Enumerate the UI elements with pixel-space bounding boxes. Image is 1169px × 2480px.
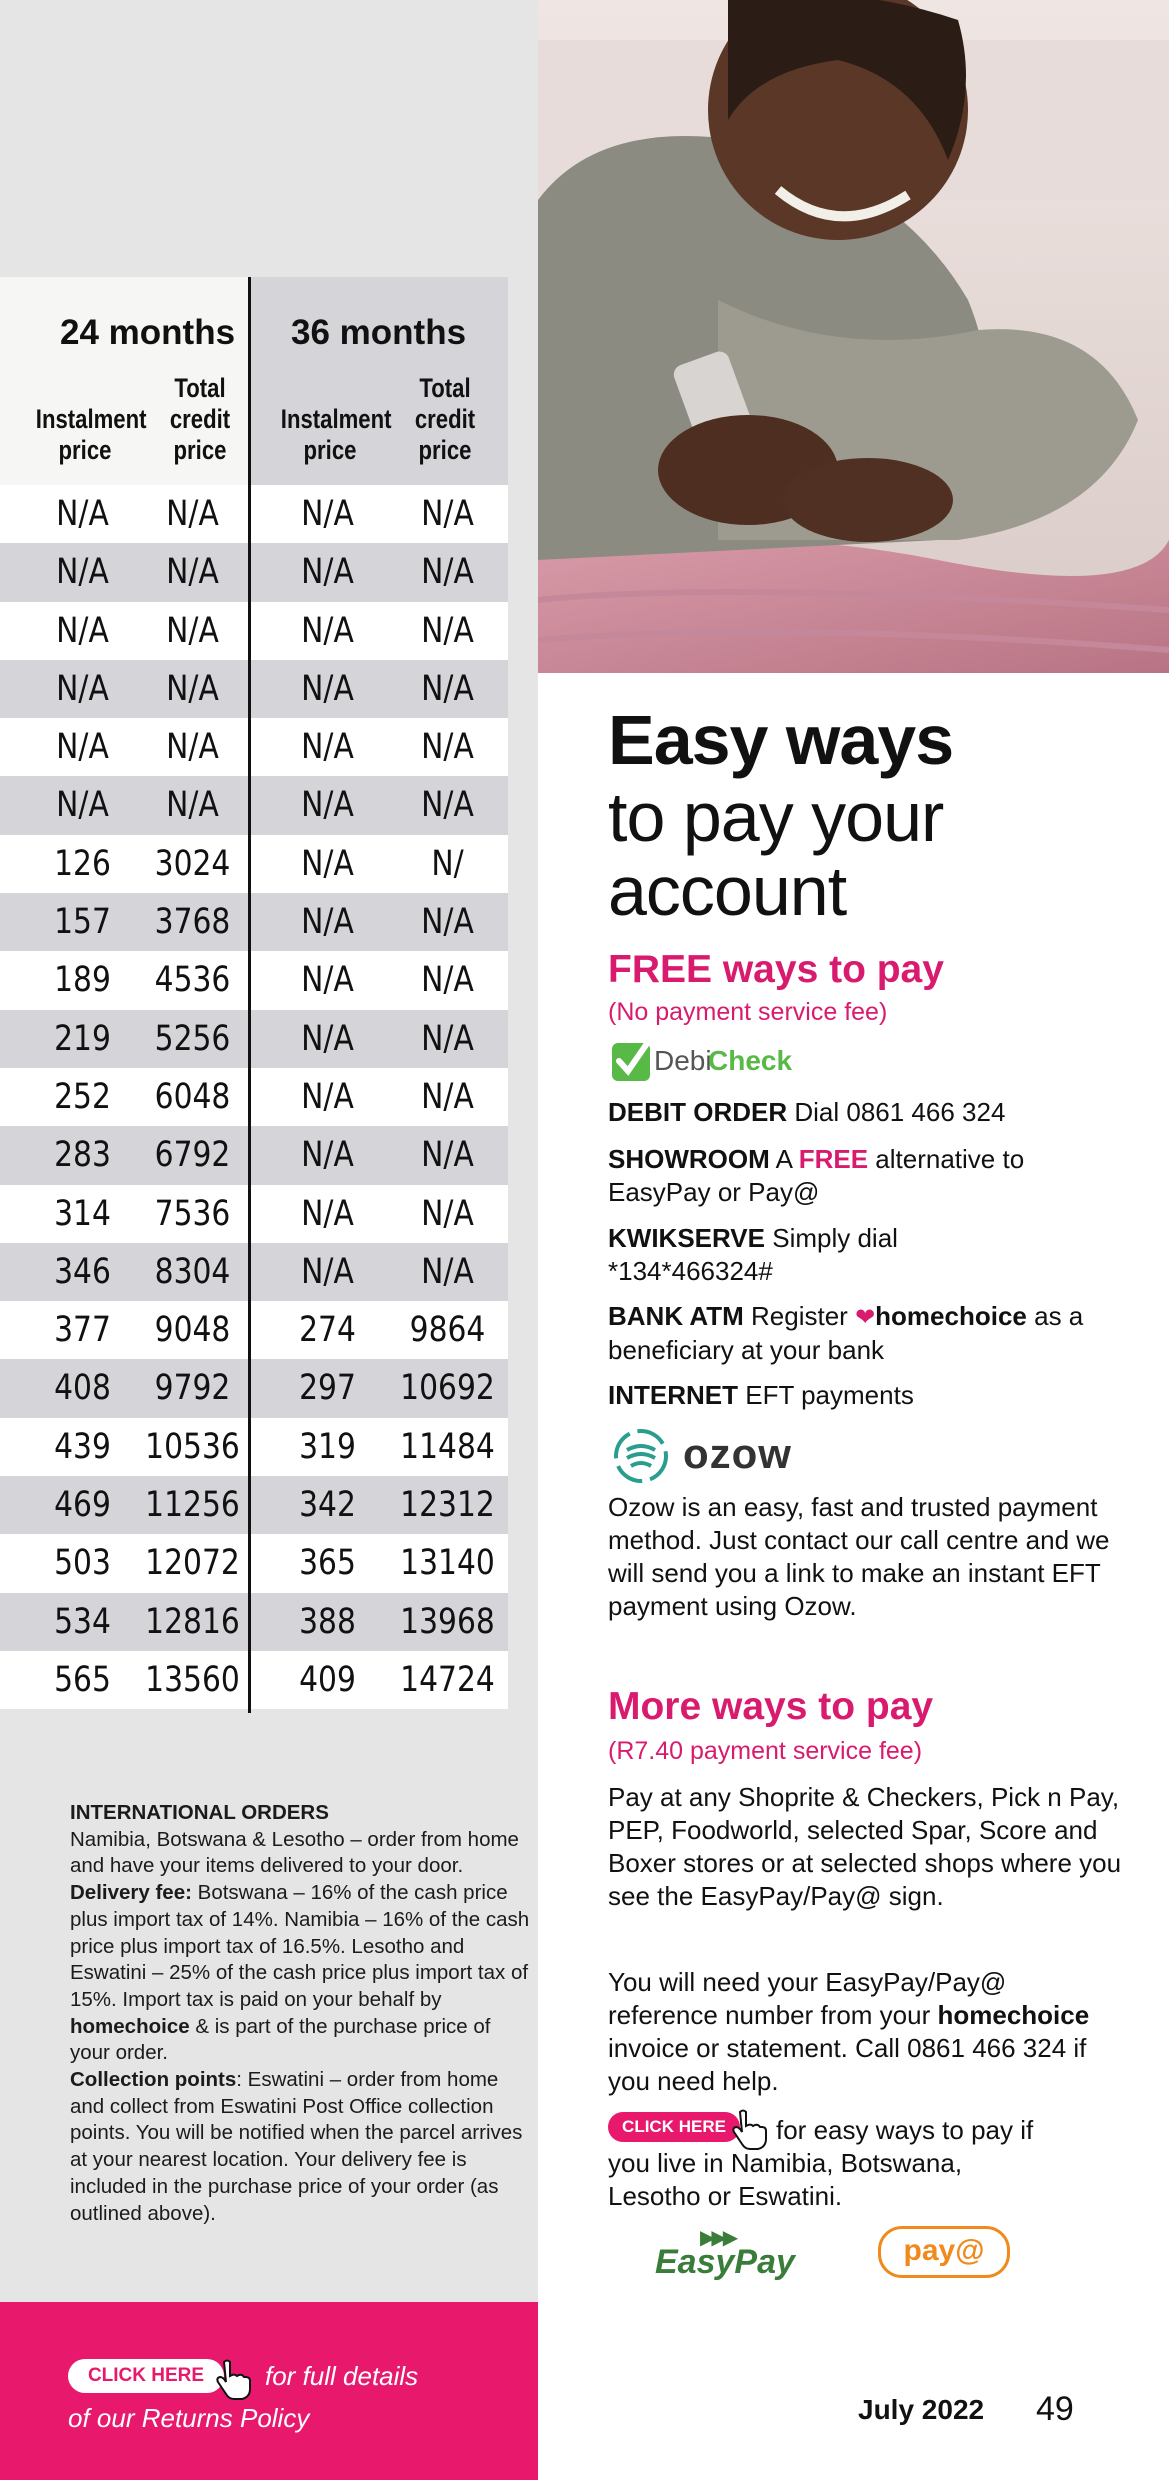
kwikserve-label: KWIKSERVE — [608, 1223, 765, 1253]
period-24-label: 24 months — [60, 313, 236, 352]
table-row — [0, 1010, 508, 1068]
period-36-label: 36 months — [291, 313, 467, 352]
table-cell: 12816 — [145, 1601, 240, 1642]
table-row — [0, 1476, 508, 1534]
table-cell: 12072 — [145, 1543, 240, 1584]
table-cell: 342 — [299, 1485, 356, 1526]
table-cell: 6792 — [154, 1135, 231, 1176]
table-cell: 3768 — [154, 902, 231, 943]
table-row — [0, 1593, 508, 1651]
table-row — [0, 1243, 508, 1301]
table-cell: 283 — [54, 1135, 111, 1176]
more-ways-text: Pay at any Shoprite & Checkers, Pick n Pay, PEP, Foodworld, selected Spar, Score and Boxer stores or at selected shops where you see the EasyPay/Pay@ sign. — [608, 1782, 1122, 1911]
header-word: Total — [419, 373, 471, 403]
table-cell: N/A — [56, 727, 109, 768]
table-cell: 377 — [54, 1310, 111, 1351]
table-cell: 469 — [54, 1485, 111, 1526]
table-cell: N/A — [301, 1076, 354, 1117]
kwikserve-text: Simply dial *134*466324# — [608, 1223, 898, 1286]
table-cell: 9048 — [154, 1310, 231, 1351]
table-cell: N/A — [166, 785, 219, 826]
ozow-description: Ozow is an easy, fast and trusted payment method. Just contact our call centre and we will send you a link to make an instant EFT payment using Ozow. — [608, 1492, 1110, 1621]
table-cell: 5256 — [154, 1018, 231, 1059]
title-line: to pay your — [608, 778, 944, 856]
table-cell: N/A — [421, 1018, 474, 1059]
delivery-label: Delivery fee: — [70, 1881, 192, 1905]
table-cell: 9864 — [409, 1310, 486, 1351]
ozow-icon — [613, 1428, 669, 1484]
pointer-hand-icon — [212, 2358, 252, 2400]
table-cell: 10536 — [145, 1426, 240, 1467]
table-cell: 4536 — [154, 960, 231, 1001]
showroom-line — [608, 1143, 1088, 1209]
table-row — [0, 543, 508, 601]
table-cell: N/A — [421, 785, 474, 826]
table-cell: 157 — [54, 902, 111, 943]
internet-text: EFT payments — [745, 1380, 914, 1410]
table-cell: N/A — [301, 1018, 354, 1059]
table-cell: 14724 — [400, 1659, 495, 1700]
total-credit-header-24 — [159, 373, 241, 466]
table-cell: 13968 — [400, 1601, 495, 1642]
table-cell: 11256 — [145, 1485, 240, 1526]
table-cell: 6048 — [154, 1076, 231, 1117]
brand-name: homechoice — [70, 2014, 190, 2038]
returns-click-here-button[interactable]: CLICK HERE — [68, 2359, 224, 2393]
easy-ways-text: for easy ways to pay if you live in Namibia, Botswana, Lesotho or Eswatini. — [608, 2115, 1034, 2211]
table-cell: N/A — [421, 552, 474, 593]
table-cell: 9792 — [154, 1368, 231, 1409]
more-ways-heading: More ways to pay — [608, 1685, 934, 1728]
need-text-a: You will need your EasyPay/Pay@ reference number from your — [608, 1967, 1007, 2030]
table-cell: N/A — [421, 1251, 474, 1292]
table-cell: 10692 — [400, 1368, 495, 1409]
international-intro: Namibia, Botswana & Lesotho – order from home and have your items delivered to your door. — [70, 1827, 519, 1878]
column-divider — [248, 277, 251, 1713]
table-cell: 439 — [54, 1426, 111, 1467]
table-cell: N/A — [421, 494, 474, 534]
table-cell: N/A — [301, 552, 354, 593]
table-cell: 252 — [54, 1076, 111, 1117]
table-cell: N/A — [301, 785, 354, 826]
table-body — [0, 485, 508, 1709]
table-row — [0, 1068, 508, 1126]
table-cell: N/A — [301, 727, 354, 768]
returns-line-2: of our Returns Policy — [68, 2403, 310, 2433]
table-cell: 13560 — [145, 1659, 240, 1700]
showroom-a: A — [775, 1144, 792, 1174]
table-cell: N/A — [421, 1135, 474, 1176]
table-cell: N/A — [421, 1076, 474, 1117]
instalment-price-header-24 — [35, 404, 147, 466]
table-cell: 503 — [54, 1543, 111, 1584]
table-cell: N/A — [56, 610, 109, 651]
header-word: price — [58, 435, 112, 465]
table-cell: N/A — [301, 843, 354, 884]
table-cell: N/A — [56, 785, 109, 826]
header-word: Instalment — [35, 404, 147, 434]
table-cell: N/A — [166, 552, 219, 593]
page-subtitle — [608, 780, 943, 928]
woman-with-phone-photo — [538, 0, 1169, 673]
reference-number-text — [608, 1966, 1118, 2098]
international-heading: INTERNATIONAL ORDERS — [70, 1801, 329, 1824]
debit-label: DEBIT ORDER — [608, 1097, 788, 1127]
table-cell: 565 — [54, 1659, 111, 1700]
table-cell: 346 — [54, 1251, 111, 1292]
table-cell: N/A — [301, 902, 354, 943]
table-cell: N/A — [421, 610, 474, 651]
international-orders — [70, 1800, 530, 2227]
table-cell: 409 — [299, 1659, 356, 1700]
table-cell: N/A — [166, 610, 219, 651]
table-cell: N/A — [56, 552, 109, 593]
table-cell: 297 — [299, 1368, 356, 1409]
table-cell: 8304 — [154, 1251, 231, 1292]
table-cell: 534 — [54, 1601, 111, 1642]
table-row — [0, 718, 508, 776]
header-word: Total — [174, 373, 226, 403]
table-cell: N/A — [56, 494, 109, 534]
table-cell: 7536 — [154, 1193, 231, 1234]
need-text-b: invoice or statement. Call 0861 466 324 if you need help. — [608, 2033, 1087, 2096]
delivery-fee-text — [70, 1880, 530, 2067]
free-ways-subheading: (No payment service fee) — [608, 998, 888, 1026]
table-row — [0, 1185, 508, 1243]
issue-date: July 2022 — [858, 2394, 985, 2425]
table-row — [0, 1359, 508, 1417]
total-credit-header-36 — [404, 373, 486, 466]
table-row — [0, 951, 508, 1009]
table-cell: N/A — [166, 727, 219, 768]
header-word: price — [418, 435, 472, 465]
internet-line — [608, 1379, 1148, 1412]
table-row — [0, 1651, 508, 1709]
table-cell: 219 — [54, 1018, 111, 1059]
table-row — [0, 835, 508, 893]
table-cell: N/A — [421, 1193, 474, 1234]
table-cell: N/A — [301, 960, 354, 1001]
table-cell: N/A — [166, 668, 219, 709]
instalment-price-header-36 — [280, 404, 392, 466]
table-cell: 3024 — [154, 843, 231, 884]
debicheck-text-a: Debi — [654, 1045, 712, 1076]
table-cell: 314 — [54, 1193, 111, 1234]
free-ways-heading: FREE ways to pay — [608, 948, 944, 991]
showroom-label: SHOWROOM — [608, 1144, 770, 1174]
table-row — [0, 1301, 508, 1359]
checkmark-icon — [610, 1039, 652, 1083]
table-cell: N/A — [301, 494, 354, 534]
showroom-free: FREE — [798, 1144, 869, 1174]
need-brand: homechoice — [937, 2000, 1090, 2030]
page-title: Easy ways — [608, 701, 954, 779]
table-cell: N/A — [421, 668, 474, 709]
table-row — [0, 1534, 508, 1592]
returns-footer — [0, 2302, 538, 2480]
table-cell: N/A — [301, 1251, 354, 1292]
table-row — [0, 485, 508, 543]
title-line: account — [608, 852, 847, 930]
page-number: 49 — [1036, 2390, 1074, 2428]
table-row — [0, 776, 508, 834]
showroom-b: alternative to EasyPay or Pay@ — [608, 1144, 1025, 1207]
table-row — [0, 1126, 508, 1184]
table-cell: N/A — [421, 727, 474, 768]
collection-text: : Eswatini – order from home and collect from Eswatini Post Office collection points. You will be notified when the parcel arrives at your nearest location. Your delivery fee is included in the purchase price of your order (as outlined above). — [70, 2068, 523, 2225]
table-cell: N/A — [301, 610, 354, 651]
returns-line-1: for full details — [265, 2361, 419, 2391]
payat-logo: pay@ — [878, 2226, 1010, 2278]
header-word: price — [173, 435, 227, 465]
ozow-logo — [613, 1428, 833, 1484]
easy-ways-click-here-button[interactable]: CLICK HERE — [608, 2112, 740, 2142]
table-row — [0, 602, 508, 660]
header-word: credit — [169, 404, 231, 434]
easypay-wordmark: EasyPay — [655, 2243, 795, 2281]
table-cell: 319 — [299, 1426, 356, 1467]
table-cell: 274 — [299, 1310, 356, 1351]
table-cell: 365 — [299, 1543, 356, 1584]
table-cell: N/A — [421, 960, 474, 1001]
delivery-text-1: Botswana – 16% of the cash price plus import tax of 14%. Namibia – 16% of the cash price plus import tax of 16.5%. Lesotho and Eswatini – 25% of the cash price plus import tax of 15%. Import tax is paid on your behalf by — [70, 1881, 530, 2011]
bank-atm-line — [608, 1300, 1168, 1367]
heart-icon: ❤ — [855, 1304, 876, 1331]
header-word: price — [303, 435, 357, 465]
bank-label: BANK ATM — [608, 1301, 744, 1331]
price-table — [0, 277, 508, 1709]
table-cell: 12312 — [400, 1485, 495, 1526]
debit-text: Dial 0861 466 324 — [794, 1097, 1006, 1127]
table-cell: N/A — [301, 1135, 354, 1176]
header-word: Instalment — [280, 404, 392, 434]
table-cell: N/A — [56, 668, 109, 709]
header-word: credit — [414, 404, 476, 434]
kwikserve-line — [608, 1222, 1048, 1288]
collection-points-text — [70, 2067, 530, 2227]
table-header — [0, 277, 508, 485]
table-row — [0, 1418, 508, 1476]
bank-text-b: as a beneficiary at your bank — [608, 1301, 1084, 1365]
table-cell: 189 — [54, 960, 111, 1001]
table-cell: N/A — [421, 902, 474, 943]
easypay-logo — [655, 2225, 835, 2285]
internet-label: INTERNET — [608, 1380, 738, 1410]
debicheck-text-b: Check — [708, 1045, 793, 1076]
table-cell: 408 — [54, 1368, 111, 1409]
arrows-icon: ▶▶▶ — [700, 2227, 735, 2249]
table-cell: 126 — [54, 843, 111, 884]
collection-label: Collection points — [70, 2068, 237, 2092]
table-cell: N/A — [166, 494, 219, 534]
more-ways-subheading: (R7.40 payment service fee) — [608, 1737, 923, 1765]
table-cell: N/A — [301, 1193, 354, 1234]
table-cell: 11484 — [400, 1426, 495, 1467]
table-cell: N/ — [431, 843, 464, 884]
bank-brand: homechoice — [875, 1301, 1027, 1331]
table-cell: N/A — [301, 668, 354, 709]
delivery-text-2: & is part of the purchase price of your order. — [70, 2014, 491, 2065]
debit-order-line — [608, 1096, 1148, 1129]
table-cell: 388 — [299, 1601, 356, 1642]
table-row — [0, 893, 508, 951]
ozow-wordmark: ozow — [683, 1430, 792, 1477]
bank-text-a: Register — [751, 1301, 848, 1331]
table-cell: 13140 — [400, 1543, 495, 1584]
table-row — [0, 660, 508, 718]
